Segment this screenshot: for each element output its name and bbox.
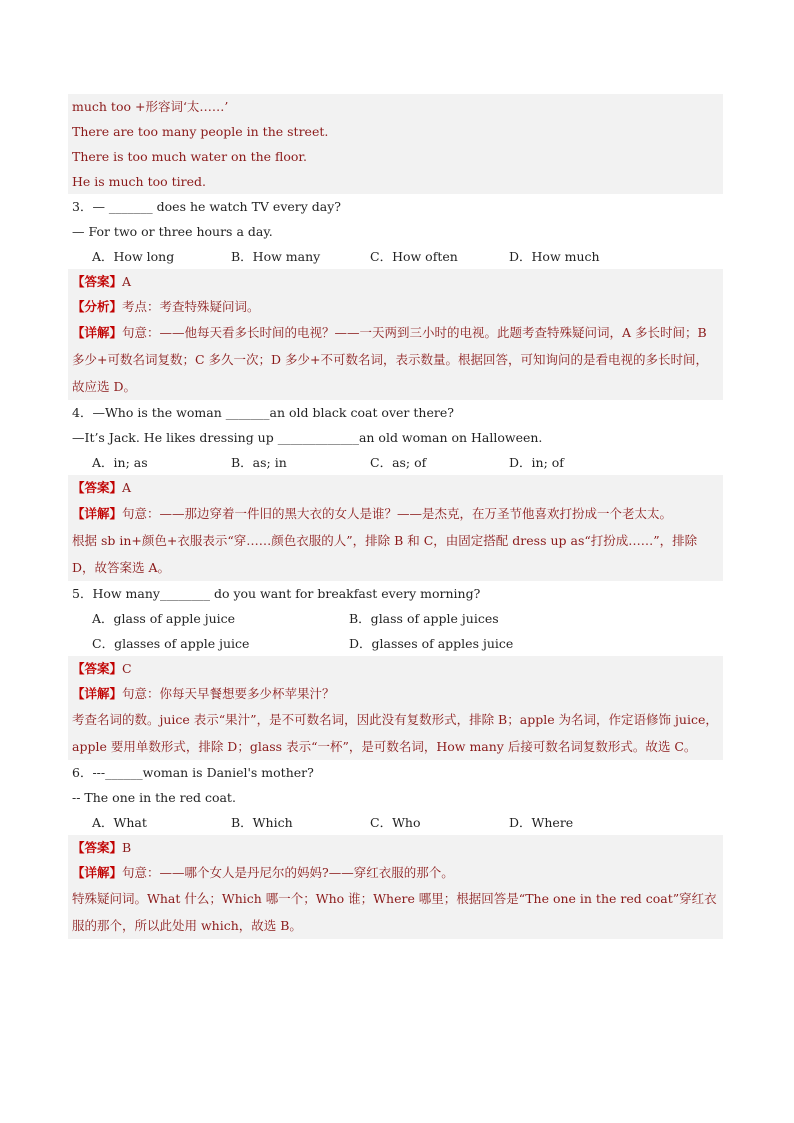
- option: C．as; of: [370, 455, 427, 470]
- note-example: He is much too tired.: [68, 169, 723, 194]
- option: B．as; in: [231, 455, 287, 470]
- option: D．glasses of apples juice: [349, 636, 514, 651]
- question-reply: —It’s Jack. He likes dressing up _____________an old woman on Halloween.: [72, 430, 543, 445]
- detail-text-2: 根据 sb in+颜色+衣服表示“穿……颜色衣服的人”，排除 B 和 C，由固定搭配 dress up as“打扮成……”，排除 D，故答案选 A。: [72, 533, 698, 575]
- answer-block: [68, 269, 723, 400]
- option: A．glass of apple juice: [92, 611, 236, 626]
- question-stem: 4．—Who is the woman _______an old black coat over there?: [72, 405, 454, 420]
- answer-value: A: [122, 274, 132, 289]
- detail-text: 句意：——他每天看多长时间的电视？——一天两到三小时的电视。此题考查特殊疑问词，A 多长时间；B 多少+可数名词复数；C 多久一次；D 多少+不可数名词，表示数量。根据回答，可知询问的是看电视的多长时间，故应选 D。: [72, 325, 708, 394]
- answer-block: [68, 835, 723, 939]
- note-example: There is too much water on the floor.: [68, 144, 723, 169]
- option: B．glass of apple juices: [349, 611, 499, 626]
- question-stem: 6．---______woman is Daniel's mother?: [72, 765, 314, 780]
- analysis-text: 考点：考查特殊疑问词。: [122, 299, 260, 314]
- answer-value: C: [122, 661, 132, 676]
- option: D．in; of: [509, 455, 564, 470]
- answer-value: A: [122, 480, 132, 495]
- detail-tag: 【详解】: [72, 506, 123, 521]
- question-reply: — For two or three hours a day.: [72, 224, 273, 239]
- note-line: much too +形容词‘太……’: [68, 94, 723, 119]
- answer-tag: 【答案】: [72, 661, 123, 676]
- answer-block: [68, 656, 723, 760]
- detail-text-2: 考查名词的数。juice 表示“果汁”，是不可数名词，因此没有复数形式，排除 B；apple 为名词，作定语修饰 juice，apple 要用单数形式，排除 D；glass 表示“一杯”，是可数名词，How many 后接可数名词复数形式。故选 C。: [72, 712, 718, 754]
- option: C．glasses of apple juice: [92, 636, 250, 651]
- question-options: [68, 450, 723, 475]
- option: A．What: [92, 815, 147, 830]
- question-options: [68, 810, 723, 835]
- analysis-tag: 【分析】: [72, 299, 123, 314]
- option: B．Which: [231, 815, 293, 830]
- answer-tag: 【答案】: [72, 274, 123, 289]
- question-options: [68, 244, 723, 269]
- option: D．How much: [509, 249, 600, 264]
- document-page: [68, 94, 723, 939]
- question-stem: 5．How many________ do you want for breakfast every morning?: [72, 586, 481, 601]
- option: C．How often: [370, 249, 458, 264]
- answer-tag: 【答案】: [72, 480, 123, 495]
- detail-text: 句意：你每天早餐想要多少杯苹果汁？: [122, 686, 335, 701]
- detail-text: 句意：——那边穿着一件旧的黑大衣的女人是谁？——是杰克，在万圣节他喜欢打扮成一个老太太。: [122, 506, 673, 521]
- option: A．How long: [92, 249, 175, 264]
- option: B．How many: [231, 249, 321, 264]
- option: C．Who: [370, 815, 421, 830]
- detail-tag: 【详解】: [72, 865, 123, 880]
- note-example: There are too many people in the street.: [68, 119, 723, 144]
- detail-text-2: 特殊疑问词。What 什么；Which 哪一个；Who 谁；Where 哪里；根据回答是“The one in the red coat”穿红衣服的那个，所以此处用 which，故选 B。: [72, 891, 717, 933]
- option: A．in; as: [92, 455, 148, 470]
- option: D．Where: [509, 815, 574, 830]
- detail-tag: 【详解】: [72, 325, 123, 340]
- answer-block: [68, 475, 723, 581]
- detail-tag: 【详解】: [72, 686, 123, 701]
- answer-value: B: [122, 840, 132, 855]
- detail-text: 句意：——哪个女人是丹尼尔的妈妈?——穿红衣服的那个。: [122, 865, 454, 880]
- question-options: [68, 631, 723, 656]
- question-options: [68, 606, 723, 631]
- answer-tag: 【答案】: [72, 840, 123, 855]
- question-reply: -- The one in the red coat.: [72, 790, 236, 805]
- question-stem: 3．— _______ does he watch TV every day?: [72, 199, 342, 214]
